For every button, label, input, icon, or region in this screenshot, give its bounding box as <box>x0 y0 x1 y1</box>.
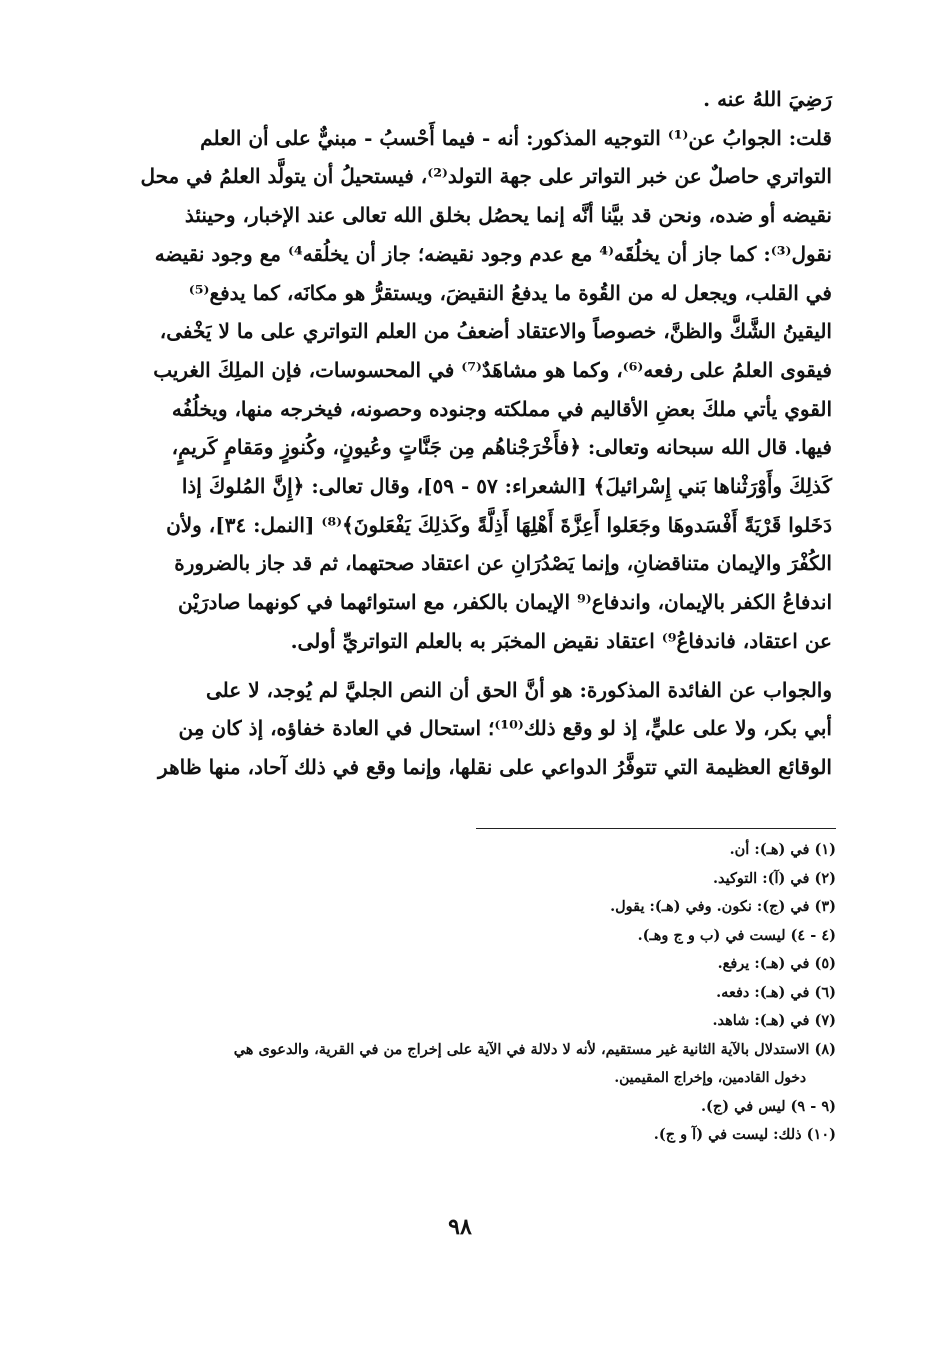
text-line: والجواب عن الفائدة المذكورة: هو أنَّ الحق أن النص الجليَّ لم يُوجد، لا على <box>206 677 832 702</box>
footnote-item: (٨) الاستدلال بالآية الثانية غير مستقيم، لأنه لا دلالة في الآية على إخراج من في القرية، والدعوى هي <box>233 1040 836 1058</box>
paragraph-answer-one <box>72 119 832 661</box>
footnote-item: (٢) في (آ): التوكيد. <box>712 869 836 887</box>
text-line: قلت: الجوابُ عن⁽¹⁾ التوجيه المذكور: أنه - فيما أَحْسبُ - مبنيٌّ على أن العلم <box>200 125 832 150</box>
text-line: القوي يأتي ملكَ بعضِ الأقاليم في مملكته وجنوده وحصونه، فيخرجه منها، ويخلُفُه <box>171 396 832 421</box>
footnote-item: (٥) في (هـ): يرفع. <box>717 955 836 972</box>
text-line: كَذلِكَ وأَوْرَثْناها بَني إِسْرائيلَ﴾ [الشعراء: ٥٧ - ٥٩]، وقال تعالى: ﴿إِنَّ المُلوكَ إذا <box>181 474 832 499</box>
text-line: التواتري حاصلٌ عن خبر التواتر على جهة التولد⁽²⁾، فيستحيلُ أن يتولَّد العلمُ في محل <box>140 164 832 189</box>
main-text-block <box>72 80 832 787</box>
footnote-continuation: دخول القادمين، وإخراج المقيمين. <box>614 1070 806 1086</box>
opening-line <box>72 80 832 119</box>
footnote-item: (٦) في (هـ): دفعه. <box>716 983 836 1001</box>
footnotes-block <box>80 836 836 1150</box>
footnote-item: (٤ - ٤) ليست في (ب و ج وهـ). <box>637 926 836 944</box>
footnote-divider <box>476 828 836 829</box>
page-number: ٩٨ <box>448 1214 472 1240</box>
text-line: نقيضه أو ضده، ونحن قد بيَّنا أنَّه إنما يحصُل بخلق الله تعالى عند الإخبار، وحينئذ <box>184 203 832 228</box>
footnote-item: (٩ - ٩) ليس في (ج). <box>700 1097 836 1115</box>
footnote-item: (٧) في (هـ): شاهد. <box>712 1012 836 1029</box>
paragraph-answer-two <box>72 671 832 787</box>
footnote-item: (١٠) ذلك: ليست في (آ و ج). <box>653 1126 836 1143</box>
footnote-item: (١) في (هـ): أن. <box>729 841 836 858</box>
text-line: اندفاعُ الكفر بالإيمان، واندفاع⁽⁹ الإيمان بالكفر، مع استوائهما في كونهما صادرَيْن <box>178 590 832 615</box>
text-line: نقول⁽³⁾: كما جاز أن يخلُقَه⁽⁴ مع عدم وجود نقيضه؛ جاز أن يخلُقه⁴⁾ مع وجود نقيضه <box>154 241 832 266</box>
text-line: أبي بكر، ولا على عليٍّ، إذ لو وقع ذلك⁽¹⁰⁾؛ استحال في العادة خفاؤه، إذ كان مِن <box>178 716 832 741</box>
text-line: دَخَلوا قَرْيَةً أَفْسَدوهَا وجَعَلوا أَعِزَّةَ أَهْلِهَا أَذِلَّةً وكَذلِكَ يَفْعَلونَ﴾⁽⁸⁾ [النمل: ٣٤]، ولأن <box>166 512 832 537</box>
text-line: رَضِيَ اللهُ عنه . <box>703 87 832 111</box>
text-line: الكُفْرَ والإيمان متناقضانِ، وإنما يَصْدُرَانِ عن اعتقاد صحتهما، ثم قد جاز بالضرورة <box>174 551 832 576</box>
text-line: عن اعتقاد، فاندفاعُ⁹⁾ اعتقاد نقيض المخبَر به بالعلم التواتريِّ أولى. <box>290 628 832 653</box>
text-line: فيها. قال الله سبحانه وتعالى: ﴿فأَخْرَجْناهُم مِن جَنَّاتٍ وعُيونٍ، وكُنوزٍ ومَقامٍ كَريمٍ، <box>171 435 832 460</box>
text-line: فيقوى العلمُ على رفعه⁽⁶⁾، وكما هو مشاهَدٌ⁽⁷⁾ في المحسوسات، فإن الملِكَ الغريب <box>153 357 832 382</box>
text-line: الوقائع العظيمة التي تتوفَّرُ الدواعي على نقلها، وإنما وقع في ذلك آحاد، منها ظاهر <box>158 754 832 779</box>
text-line: في القلب، ويجعل له من القُوة ما يدفعُ النقيضَ، ويستقرُّ هو مكانَه، كما يدفع⁽⁵⁾ <box>188 280 832 305</box>
footnote-item: (٣) في (ج): نكون. وفي (هـ): يقول. <box>610 898 836 915</box>
text-line: اليقينُ الشَّكَّ والظنَّ، خصوصاً والاعتقاد أضعفُ من العلم التواتري على ما لا يَخْفى، <box>159 319 832 344</box>
